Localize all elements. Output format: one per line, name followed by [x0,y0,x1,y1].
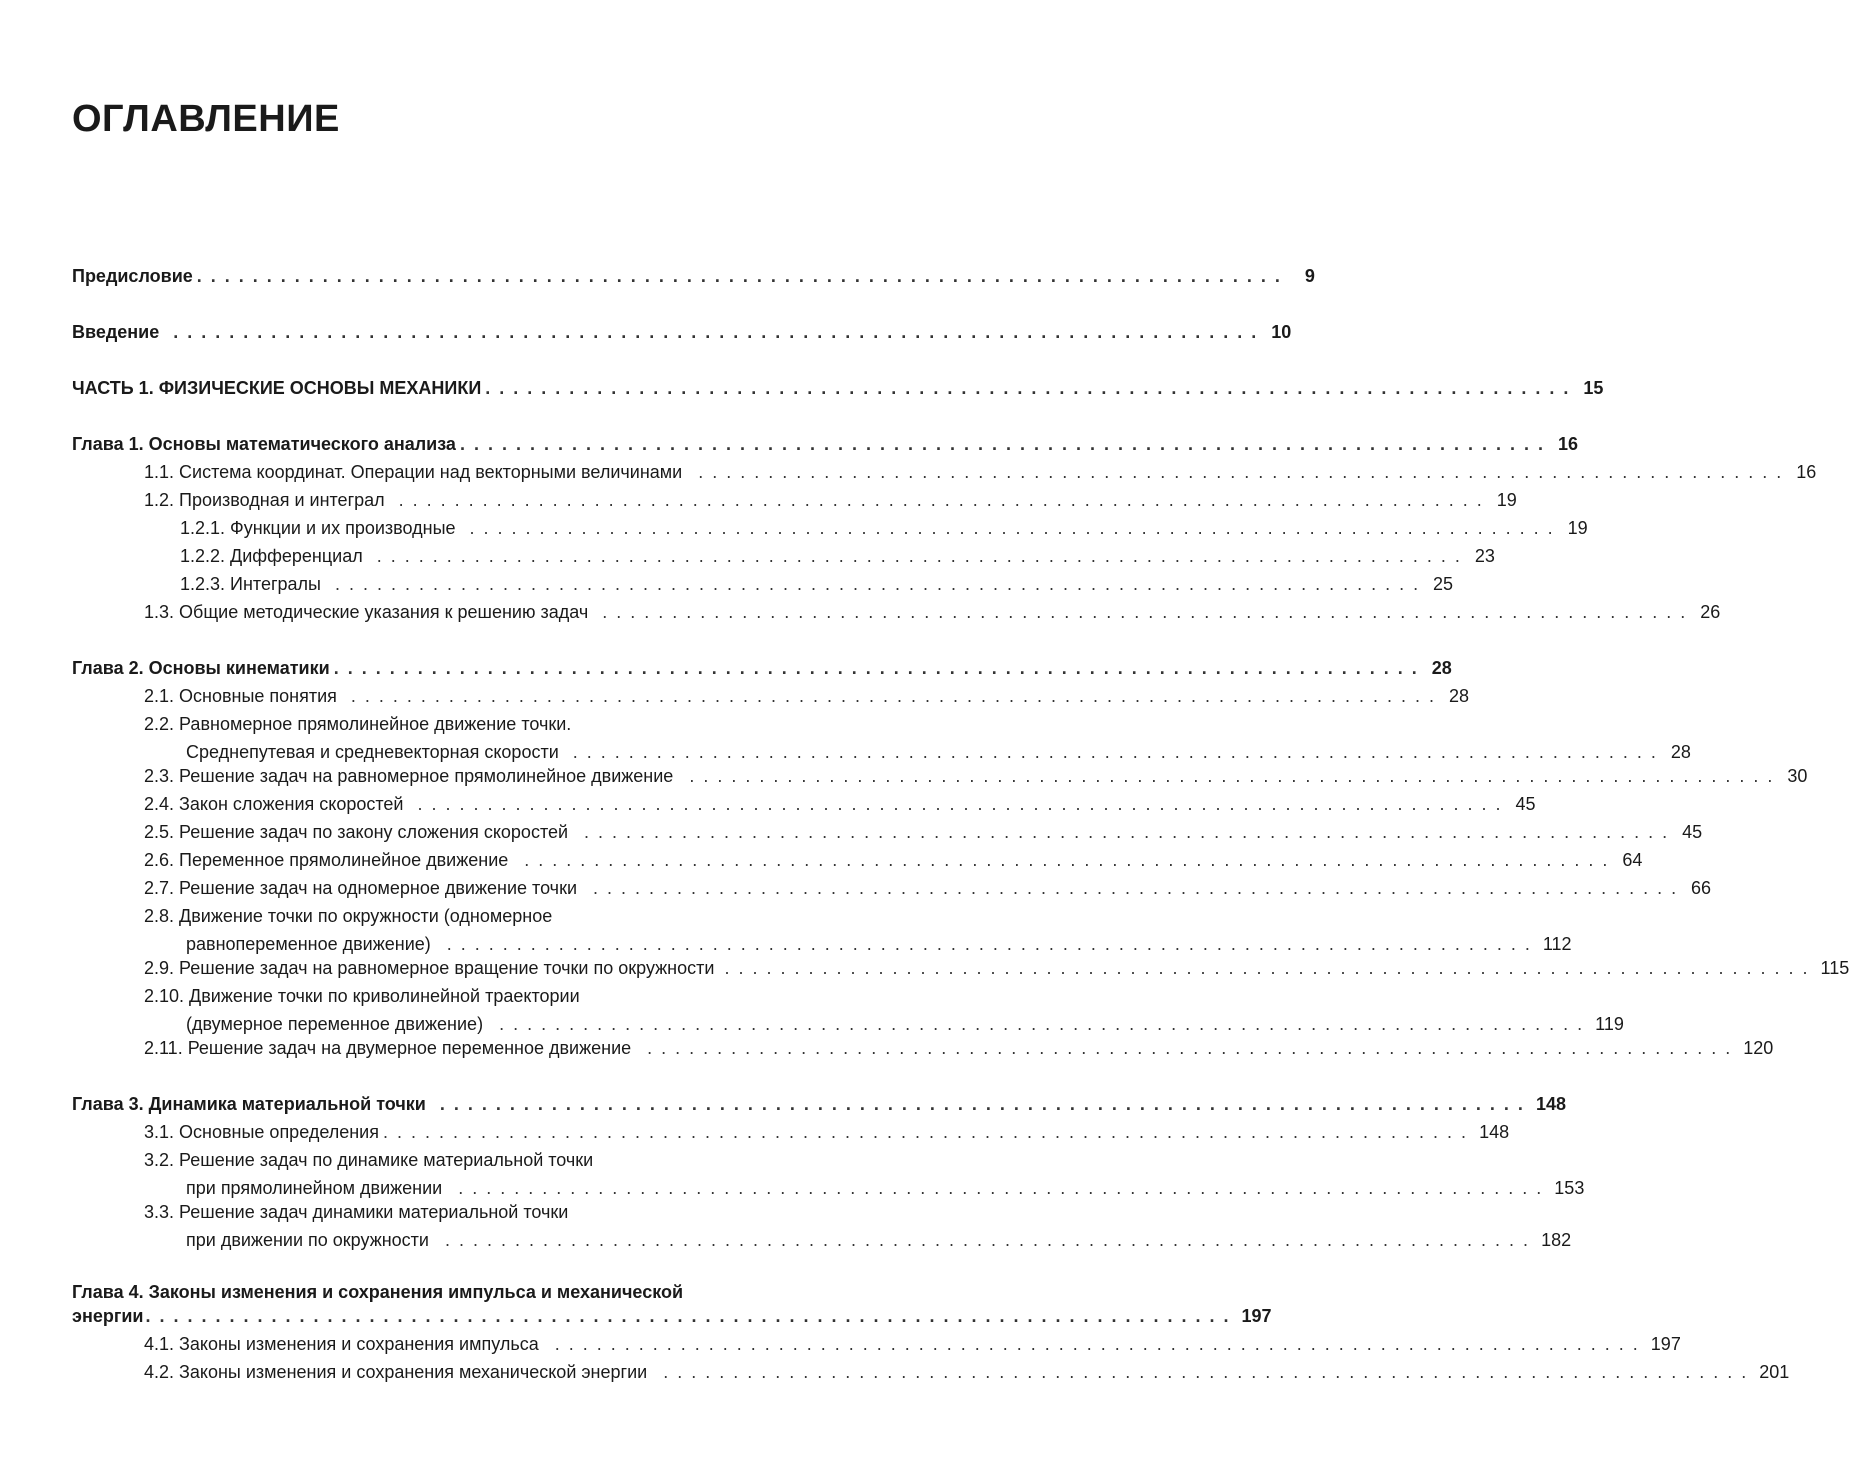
toc-entry-page: 201 [1759,1362,1790,1382]
toc-entry-title: 4.2. Законы изменения и сохранения механической энергии [144,1362,648,1382]
toc-entry-2-3[interactable]: 2.3. Решение задач на равномерное прямолинейное движение .............................................................................. 30 [144,762,872,790]
toc-entry-title: 2.2. Равномерное прямолинейное движение точки. [144,714,572,734]
toc-entry-title: 1.2. Производная и интеграл [144,490,385,510]
toc-entry-page: 26 [1700,602,1721,622]
toc-entry-page: 19 [1496,490,1517,510]
toc-entry-2-4[interactable]: 2.4. Закон сложения скоростей .............................................................................. 45 [144,790,872,818]
toc-entry-title: 2.1. Основные понятия [144,686,337,706]
toc-entry-page: 119 [1595,1014,1624,1034]
page-title: ОГЛАВЛЕНИЕ [72,98,340,140]
toc-entry-title-cont: при прямолинейном движении [186,1178,443,1198]
toc-entry-title-cont: энергии [72,1306,144,1326]
toc-entry-title: 2.11. Решение задач на двумерное переменное движение [144,1038,632,1058]
toc-entry-page: 9 [1304,266,1315,286]
toc-entry-page: 197 [1241,1306,1272,1326]
toc-entry-3-2[interactable]: 3.2. Решение задач по динамике материальной точки при прямолинейном движении .............................................................................. 153 [144,1146,872,1202]
toc-entry-1-3[interactable]: 1.3. Общие методические указания к решению задач .............................................................................. 26 [144,598,872,626]
toc-entry-title: 2.7. Решение задач на одномерное движение точки [144,878,577,898]
toc-entry-title: Введение [72,322,160,342]
toc-entry-chapter-3[interactable]: Глава 3. Динамика материальной точки .............................................................................. 148 [72,1090,872,1118]
toc-entry-page: 23 [1474,546,1495,566]
toc-entry-title-cont: Среднепутевая и средневекторная скорости [186,742,559,762]
toc-entry-title: 2.6. Переменное прямолинейное движение [144,850,509,870]
toc-entry-3-3[interactable]: 3.3. Решение задач динамики материальной точки при движении по окружности .............................................................................. 182 [144,1198,872,1254]
toc-entry-page: 28 [1670,742,1691,762]
toc-entry-1-1[interactable]: 1.1. Система координат. Операции над векторными величинами .............................................................................. 16 [144,458,872,486]
toc-entry-title: 1.2.3. Интегралы [180,574,321,594]
toc-entry-page: 25 [1433,574,1454,594]
toc-entry-title: Глава 4. Законы изменения и сохранения импульса и механической [72,1282,684,1302]
toc-entry-title: ЧАСТЬ 1. ФИЗИЧЕСКИЕ ОСНОВЫ МЕХАНИКИ [72,378,482,398]
toc-entry-page: 115 [1820,958,1849,978]
toc-entry-preface[interactable]: Предисловие .............................................................................. 9 [72,262,872,290]
table-of-contents [72,0,1849,1464]
toc-entry-title: Глава 2. Основы кинематики [72,658,330,678]
toc-entry-title: 3.3. Решение задач динамики материальной точки [144,1202,569,1222]
toc-entry-title: 1.3. Общие методические указания к решению задач [144,602,589,622]
toc-entry-title: 2.5. Решение задач по закону сложения скоростей [144,822,569,842]
toc-entry-page: 10 [1271,322,1292,342]
toc-entry-title: 1.2.1. Функции и их производные [180,518,456,538]
toc-entry-introduction[interactable]: Введение .............................................................................. 10 [72,318,872,346]
toc-entry-title: 2.4. Закон сложения скоростей [144,794,404,814]
toc-entry-page: 112 [1542,934,1572,954]
toc-entry-page: 45 [1515,794,1536,814]
toc-entry-title: 1.1. Система координат. Операции над векторными величинами [144,462,683,482]
toc-entry-page: 16 [1558,434,1579,454]
toc-entry-2-9[interactable]: 2.9. Решение задач на равномерное вращение точки по окружности .............................................................................. 115 [144,954,872,982]
toc-entry-title: 3.2. Решение задач по динамике материальной точки [144,1150,594,1170]
toc-entry-page: 120 [1743,1038,1774,1058]
toc-entry-title: Глава 1. Основы математического анализа [72,434,456,454]
toc-entry-2-7[interactable]: 2.7. Решение задач на одномерное движение точки .............................................................................. 66 [144,874,872,902]
toc-entry-title-cont: при движении по окружности [186,1230,429,1250]
toc-entry-2-11[interactable]: 2.11. Решение задач на двумерное переменное движение .............................................................................. 120 [144,1034,872,1062]
toc-entry-title: 2.9. Решение задач на равномерное вращение точки по окружности [144,958,715,978]
toc-entry-page: 30 [1787,766,1808,786]
toc-entry-2-1[interactable]: 2.1. Основные понятия .............................................................................. 28 [144,682,872,710]
toc-entry-page: 45 [1682,822,1703,842]
toc-entry-page: 148 [1479,1122,1510,1142]
toc-entry-chapter-1[interactable]: Глава 1. Основы математического анализа .............................................................................. 16 [72,430,872,458]
toc-entry-page: 153 [1554,1178,1585,1198]
toc-entry-title: 2.8. Движение точки по окружности (одномерное [144,906,553,926]
toc-entry-3-1[interactable]: 3.1. Основные определения .............................................................................. 148 [144,1118,872,1146]
toc-entry-page: 28 [1431,658,1452,678]
toc-entry-title-cont: (двумерное переменное движение) [186,1014,484,1034]
toc-entry-title-cont: равнопеременное движение) [186,934,431,954]
toc-entry-page: 19 [1567,518,1588,538]
toc-entry-2-8[interactable]: 2.8. Движение точки по окружности (одномерное равнопеременное движение) .............................................................................. 112 [144,902,872,958]
toc-entry-1-2-1[interactable]: 1.2.1. Функции и их производные .............................................................................. 19 [180,514,872,542]
toc-entry-page: 66 [1691,878,1712,898]
toc-entry-1-2[interactable]: 1.2. Производная и интеграл .............................................................................. 19 [144,486,872,514]
toc-entry-2-6[interactable]: 2.6. Переменное прямолинейное движение .............................................................................. 64 [144,846,872,874]
toc-entry-1-2-2[interactable]: 1.2.2. Дифференциал .............................................................................. 23 [180,542,872,570]
toc-entry-4-1[interactable]: 4.1. Законы изменения и сохранения импульса .............................................................................. 197 [144,1330,872,1358]
toc-entry-1-2-3[interactable]: 1.2.3. Интегралы .............................................................................. 25 [180,570,872,598]
toc-entry-page: 197 [1650,1334,1681,1354]
toc-entry-2-10[interactable]: 2.10. Движение точки по криволинейной траектории (двумерное переменное движение) .............................................................................. 119 [144,982,872,1038]
toc-entry-title: Глава 3. Динамика материальной точки [72,1094,426,1114]
toc-entry-part-1[interactable]: ЧАСТЬ 1. ФИЗИЧЕСКИЕ ОСНОВЫ МЕХАНИКИ .............................................................................. 15 [72,374,872,402]
toc-entry-title: 3.1. Основные определения [144,1122,379,1142]
toc-entry-title: Предисловие [72,266,193,286]
toc-entry-chapter-4[interactable]: Глава 4. Законы изменения и сохранения импульса и механической энергии .............................................................................. 197 [72,1278,872,1330]
toc-entry-title: 1.2.2. Дифференциал [180,546,363,566]
toc-entry-page: 64 [1622,850,1643,870]
toc-entry-2-5[interactable]: 2.5. Решение задач по закону сложения скоростей .............................................................................. 45 [144,818,872,846]
toc-entry-2-2[interactable]: 2.2. Равномерное прямолинейное движение точки. Среднепутевая и средневекторная скорости .............................................................................. 28 [144,710,872,766]
toc-entry-chapter-2[interactable]: Глава 2. Основы кинематики .............................................................................. 28 [72,654,872,682]
toc-entry-page: 16 [1796,462,1817,482]
toc-entry-title: 2.10. Движение точки по криволинейной траектории [144,986,580,1006]
toc-entry-page: 182 [1541,1230,1572,1250]
toc-entry-4-2[interactable]: 4.2. Законы изменения и сохранения механической энергии .............................................................................. 201 [144,1358,872,1386]
toc-entry-page: 15 [1583,378,1604,398]
toc-entry-title: 4.1. Законы изменения и сохранения импульса [144,1334,539,1354]
toc-entry-title: 2.3. Решение задач на равномерное прямолинейное движение [144,766,674,786]
toc-entry-page: 148 [1535,1094,1566,1114]
toc-entry-page: 28 [1448,686,1469,706]
